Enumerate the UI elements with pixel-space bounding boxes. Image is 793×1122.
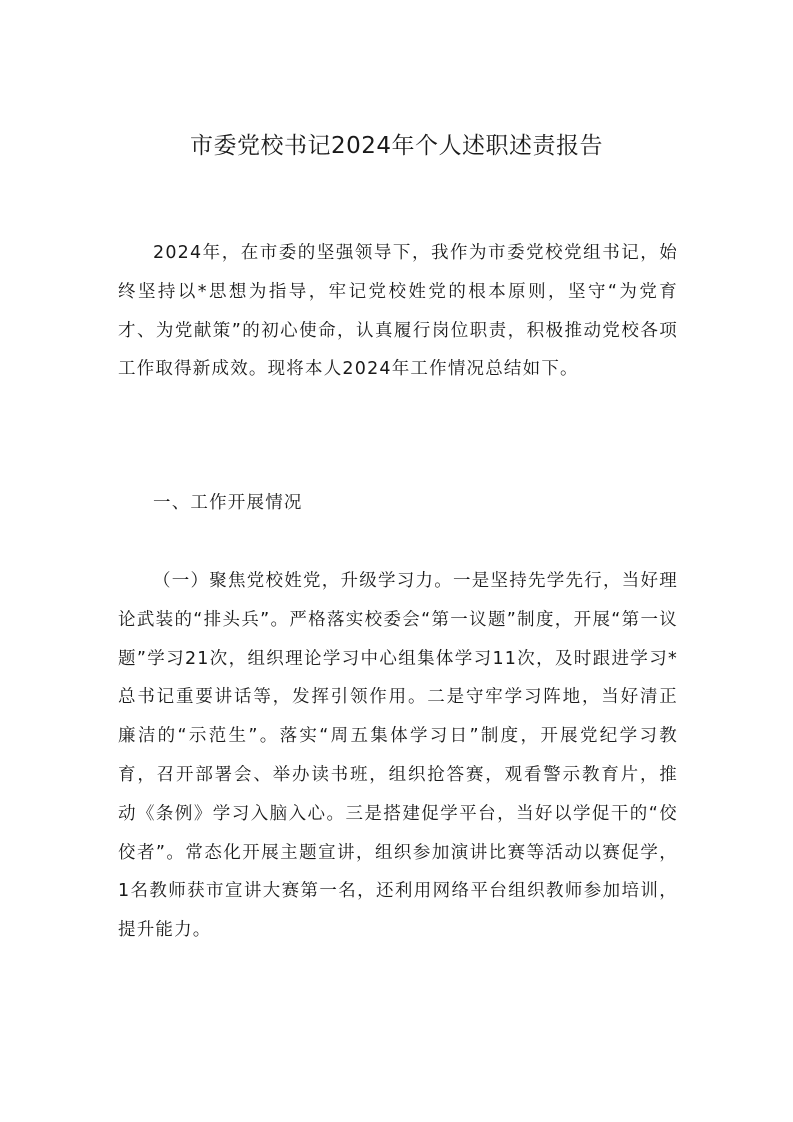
intro-paragraph: 2024年，在市委的坚强领导下，我作为市委党校党组书记，始终坚持以*思想为指导，牢记党校姓党的根本原则，坚守“为党育才、为党献策”的初心使命，认真履行岗位职责，积极推动党校各项工作取得新成效。现将本人2024年工作情况总结如下。 [118,243,678,380]
body-paragraph: （一）聚焦党校姓党，升级学习力。一是坚持先学先行，当好理论武装的“排头兵”。严格落实校委会“第一议题”制度，开展“第一议题”学习21次，组织理论学习中心组集体学习11次，及时跟进学习*总书记重要讲话等，发挥引领作用。二是守牢学习阵地，当好清正廉洁的“示范生”。落实“周五集体学习日”制度，开展党纪学习教育，召开部署会、举办读书班，组织抢答赛，观看警示教育片，推动《条例》学习入脑入心。三是搭建促学平台，当好以学促干的“佼佼者”。常态化开展主题宣讲，组织参加演讲比赛等活动以赛促学，1名教师获市宣讲大赛第一名，还利用网络平台组织教师参加培训，提升能力。 [118,571,678,941]
section-heading: 一、工作开展情况 [153,493,303,513]
document-title: 市委党校书记2024年个人述职述责报告 [189,133,604,159]
